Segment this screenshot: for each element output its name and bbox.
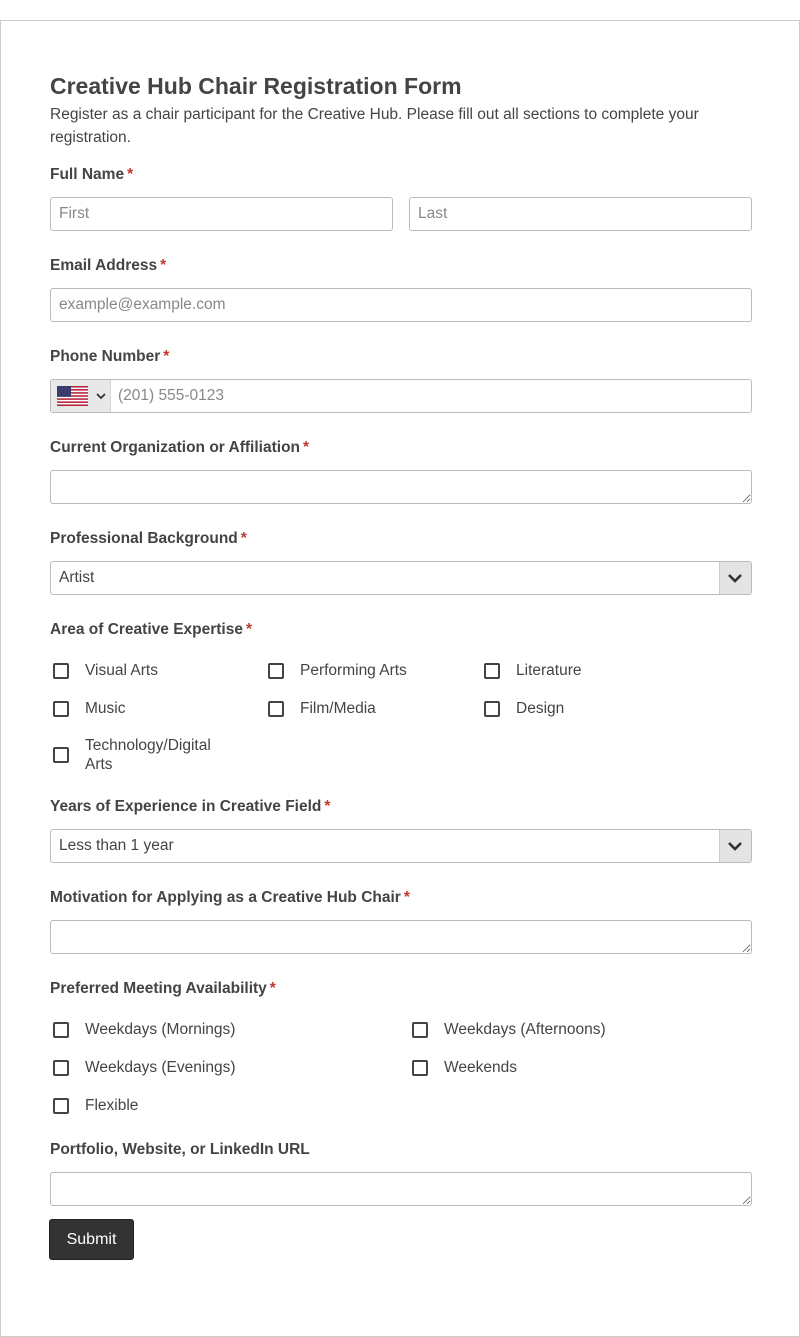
phone-field [50,379,752,413]
email-input[interactable] [50,288,752,322]
required-marker: * [127,166,134,183]
checkbox[interactable] [53,1022,69,1038]
last-name-input[interactable] [409,197,752,231]
phone-input[interactable] [111,380,751,412]
organization-label: Current Organization or Affiliation * [50,439,310,456]
email-label: Email Address * [50,257,167,274]
checkbox[interactable] [484,701,500,717]
required-marker: * [269,980,276,997]
organization-textarea[interactable] [50,470,752,504]
registration-form-card [0,20,800,1337]
expertise-option[interactable]: Film/Media [268,699,376,718]
motivation-textarea[interactable] [50,920,752,954]
experience-selected-value: Less than 1 year [59,837,174,854]
motivation-label: Motivation for Applying as a Creative Hub Chair * [50,889,410,906]
required-marker: * [403,889,410,906]
checkbox[interactable] [268,701,284,717]
required-marker: * [324,798,331,815]
us-flag-icon [57,386,88,406]
availability-option[interactable]: Weekdays (Mornings) [53,1020,235,1039]
experience-label: Years of Experience in Creative Field * [50,798,331,815]
checkbox[interactable] [53,701,69,717]
checkbox[interactable] [412,1022,428,1038]
select-dropdown-button[interactable] [719,830,751,862]
required-marker: * [245,621,253,638]
background-label: Professional Background * [50,530,247,547]
required-marker: * [240,530,247,547]
checkbox[interactable] [53,747,69,763]
background-selected-value: Artist [59,569,95,586]
required-marker: * [303,439,310,456]
full-name-label: Full Name * [50,166,134,183]
availability-label: Preferred Meeting Availability * [50,980,276,997]
expertise-option[interactable]: Performing Arts [268,661,407,680]
expertise-option[interactable]: Design [484,699,564,718]
required-marker: * [160,257,167,274]
checkbox[interactable] [484,663,500,679]
chevron-down-icon [727,571,743,585]
submit-button[interactable]: Submit [49,1219,134,1260]
checkbox[interactable] [268,663,284,679]
chevron-down-icon [95,390,107,402]
checkbox[interactable] [412,1060,428,1076]
expertise-option[interactable]: Literature [484,661,581,680]
background-select[interactable] [50,561,752,595]
expertise-option[interactable]: Technology/Digital Arts [53,736,233,774]
required-marker: * [163,348,170,365]
checkbox[interactable] [53,1060,69,1076]
form-description: Register as a chair participant for the Creative Hub. Please fill out all sections to complete your registration. [50,106,699,146]
availability-option[interactable]: Weekends [412,1058,517,1077]
form-title: Creative Hub Chair Registration Form [50,73,462,99]
expertise-option[interactable]: Music [53,699,125,718]
portfolio-url-textarea[interactable] [50,1172,752,1206]
availability-option[interactable]: Flexible [53,1096,138,1115]
phone-label: Phone Number * [50,348,170,365]
checkbox[interactable] [53,663,69,679]
chevron-down-icon [727,839,743,853]
select-dropdown-button[interactable] [719,562,751,594]
first-name-input[interactable] [50,197,393,231]
experience-select[interactable] [50,829,752,863]
country-code-select[interactable] [51,380,111,412]
availability-option[interactable]: Weekdays (Evenings) [53,1058,235,1077]
expertise-option[interactable]: Visual Arts [53,661,158,680]
expertise-label: Area of Creative Expertise * [50,621,253,638]
portfolio-label: Portfolio, Website, or LinkedIn URL [50,1141,310,1158]
checkbox[interactable] [53,1098,69,1114]
availability-option[interactable]: Weekdays (Afternoons) [412,1020,606,1039]
